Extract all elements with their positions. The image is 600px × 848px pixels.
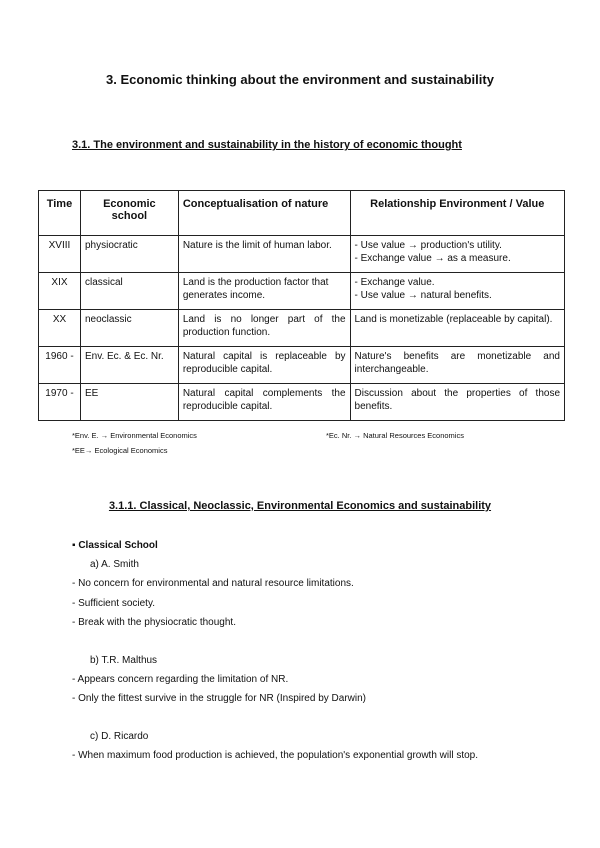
list-item: - Break with the physiocratic thought. [72, 617, 236, 628]
classical-school-heading: ▪ Classical School [72, 540, 158, 551]
cell-school: Env. Ec. & Ec. Nr. [80, 347, 178, 384]
footnote-nr: *Ec. Nr. → Natural Resources Economics [326, 431, 464, 440]
relation-line: - Exchange value. [354, 277, 435, 288]
table-header-row [39, 191, 565, 236]
header-nature: Conceptualisation of nature [178, 191, 350, 236]
document-title: 3. Economic thinking about the environment and sustainability [106, 72, 494, 87]
header-school: Economic school [80, 191, 178, 236]
relation-line: - Exchange value → as a measure. [354, 253, 511, 264]
table-row [39, 384, 565, 421]
cell-time: XIX [39, 273, 81, 310]
cell-nature: Land is no longer part of the production function. [178, 310, 350, 347]
relation-line: - Use value → natural benefits. [354, 290, 492, 301]
footnote-ee: *EE→ Ecological Economics [72, 446, 168, 455]
list-item: - When maximum food production is achieved, the population's exponential growth will stop. [72, 750, 479, 761]
cell-nature: Land is the production factor that generates income. [178, 273, 350, 310]
header-time: Time [39, 191, 81, 236]
cell-relation: Nature's benefits are monetizable and interchangeable. [350, 347, 564, 384]
footnote-env: *Env. E. → Environmental Economics [72, 431, 197, 440]
section-heading: 3.1. The environment and sustainability in the history of economic thought [72, 139, 462, 151]
cell-relation: Discussion about the properties of those benefits. [350, 384, 564, 421]
cell-school: classical [80, 273, 178, 310]
cell-school: neoclassic [80, 310, 178, 347]
economic-thought-table [38, 190, 565, 421]
cell-time: XX [39, 310, 81, 347]
cell-time: 1960 - [39, 347, 81, 384]
header-relation: Relationship Environment / Value [350, 191, 564, 236]
subsection-heading: 3.1.1. Classical, Neoclassic, Environmental Economics and sustainability [108, 500, 492, 512]
table-row [39, 273, 565, 310]
list-item: - Sufficient society. [72, 598, 155, 609]
list-item: - Only the fittest survive in the struggle for NR (Inspired by Darwin) [72, 693, 366, 704]
list-item: - Appears concern regarding the limitation of NR. [72, 674, 289, 685]
cell-nature: Nature is the limit of human labor. [178, 236, 350, 273]
malthus-label: b) T.R. Malthus [90, 655, 158, 666]
cell-nature: Natural capital is replaceable by reproducible capital. [178, 347, 350, 384]
cell-relation: Land is monetizable (replaceable by capital). [350, 310, 564, 347]
table-row [39, 347, 565, 384]
cell-time: XVIII [39, 236, 81, 273]
relation-line: - Use value → production's utility. [354, 240, 502, 251]
table-row [39, 236, 565, 273]
list-item: - No concern for environmental and natural resource limitations. [72, 578, 354, 589]
smith-label: a) A. Smith [90, 559, 139, 570]
cell-relation [350, 273, 564, 310]
cell-school: physiocratic [80, 236, 178, 273]
cell-school: EE [80, 384, 178, 421]
table-row [39, 310, 565, 347]
cell-time: 1970 - [39, 384, 81, 421]
ricardo-label: c) D. Ricardo [90, 731, 149, 742]
cell-nature: Natural capital complements the reproducible capital. [178, 384, 350, 421]
cell-relation [350, 236, 564, 273]
